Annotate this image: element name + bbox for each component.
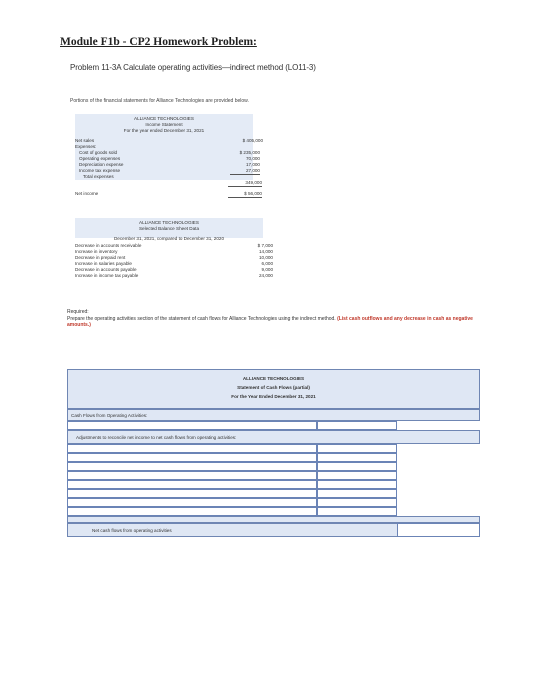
income-statement-title: Income Statement [145, 122, 183, 127]
balance-sheet-period: December 31, 2021, compared to December 31, 2020 [113, 236, 225, 241]
net-income-value: $ 56,000 [228, 191, 262, 198]
cash-flows-label: Cash Flows from Operating Activities: [71, 413, 148, 418]
balance-row-label: Decrease in accounts payable [75, 267, 137, 272]
expense-value: $ 235,000 [239, 150, 260, 155]
adjustment-input[interactable] [67, 471, 317, 480]
amount-input[interactable] [317, 489, 397, 498]
balance-row-label: Decrease in prepaid rent [75, 255, 126, 260]
expense-label: Depreciation expense [79, 162, 124, 167]
required-label: Required: [67, 309, 89, 315]
cash-flow-worksheet [67, 369, 480, 537]
adjustments-row [67, 430, 480, 444]
amount-input[interactable] [317, 421, 397, 430]
required-emphasis: (List cash outflows and any decrease in cash as negative amounts.) [67, 315, 473, 328]
adjustment-input[interactable] [67, 498, 317, 507]
expense-label: Income tax expense [79, 168, 121, 173]
worksheet-title: Statement of Cash Flows (partial) [237, 385, 310, 390]
required-instructions [67, 316, 487, 329]
balance-row-value: $ 7,000 [257, 243, 273, 248]
net-sales-value: $ 405,000 [242, 138, 263, 143]
problem-title: Problem 11-3A Calculate operating activities—indirect method (LO11-3) [70, 63, 316, 72]
balance-row-value: 10,000 [258, 255, 273, 260]
expense-label: Operating expenses [79, 156, 121, 161]
amount-input[interactable] [317, 462, 397, 471]
adjustment-input[interactable] [67, 480, 317, 489]
adjustment-input[interactable] [67, 453, 317, 462]
net-cash-input[interactable] [397, 523, 480, 537]
net-income-label: Net income [75, 191, 99, 196]
amount-input[interactable] [317, 471, 397, 480]
adjustment-input[interactable] [67, 444, 317, 453]
spacer-row [67, 516, 480, 523]
amount-input[interactable] [317, 444, 397, 453]
balance-sheet-company: ALLIANCE TECHNOLOGIES [139, 220, 199, 225]
total-expenses-value: 349,000 [228, 180, 262, 187]
required-section [67, 309, 487, 329]
intro-text: Portions of the financial statements for Alliance Technologies are provided below. [70, 98, 249, 104]
page-heading: Module F1b - CP2 Homework Problem: [60, 36, 257, 48]
required-text: Prepare the operating activities section of the statement of cash flows for Alliance Technologies using the indirect method. [67, 315, 336, 322]
adjustment-input[interactable] [67, 462, 317, 471]
balance-sheet-body [75, 243, 273, 279]
expenses-label: Expenses: [75, 144, 97, 149]
balance-row-label: Increase in income tax payable [75, 273, 139, 278]
balance-row-value: 14,000 [258, 249, 273, 254]
expense-value: 70,000 [245, 156, 260, 161]
adjustments-label: Adjustments to reconcile net income to net cash flows from operating activities: [76, 435, 237, 440]
income-statement-company: ALLIANCE TECHNOLOGIES [134, 116, 194, 121]
net-income-input[interactable] [67, 421, 317, 430]
amount-input[interactable] [317, 453, 397, 462]
income-statement-period: For the year ended December 31, 2021 [123, 128, 205, 133]
worksheet-header [67, 369, 480, 409]
worksheet-company: ALLIANCE TECHNOLOGIES [242, 376, 305, 381]
adjustment-input[interactable] [67, 507, 317, 516]
balance-row-value: 9,000 [261, 267, 273, 272]
balance-sheet-title: Selected Balance Sheet Data [138, 226, 199, 231]
amount-input[interactable] [317, 507, 397, 516]
total-expenses-label: Total expenses [83, 174, 114, 179]
balance-row-label: Increase in inventory [75, 249, 118, 254]
expense-value: 27,000 [230, 168, 260, 175]
balance-row-label: Increase in salaries payable [75, 261, 132, 266]
cash-flows-row [67, 409, 480, 421]
amount-input[interactable] [317, 480, 397, 489]
adjustment-input[interactable] [67, 489, 317, 498]
net-cash-label: Net cash flows from operating activities [92, 528, 172, 533]
income-statement-body [75, 138, 263, 180]
expense-value: 17,000 [245, 162, 260, 167]
worksheet-period: For the Year Ended December 31, 2021 [231, 394, 316, 399]
amount-input[interactable] [317, 498, 397, 507]
net-sales-label: Net sales [75, 138, 95, 143]
balance-row-value: 6,000 [261, 261, 273, 266]
balance-row-label: Decrease in accounts receivable [75, 243, 142, 248]
expense-label: Cost of goods sold [79, 150, 118, 155]
balance-sheet [75, 218, 263, 238]
balance-row-value: 24,000 [258, 273, 273, 278]
